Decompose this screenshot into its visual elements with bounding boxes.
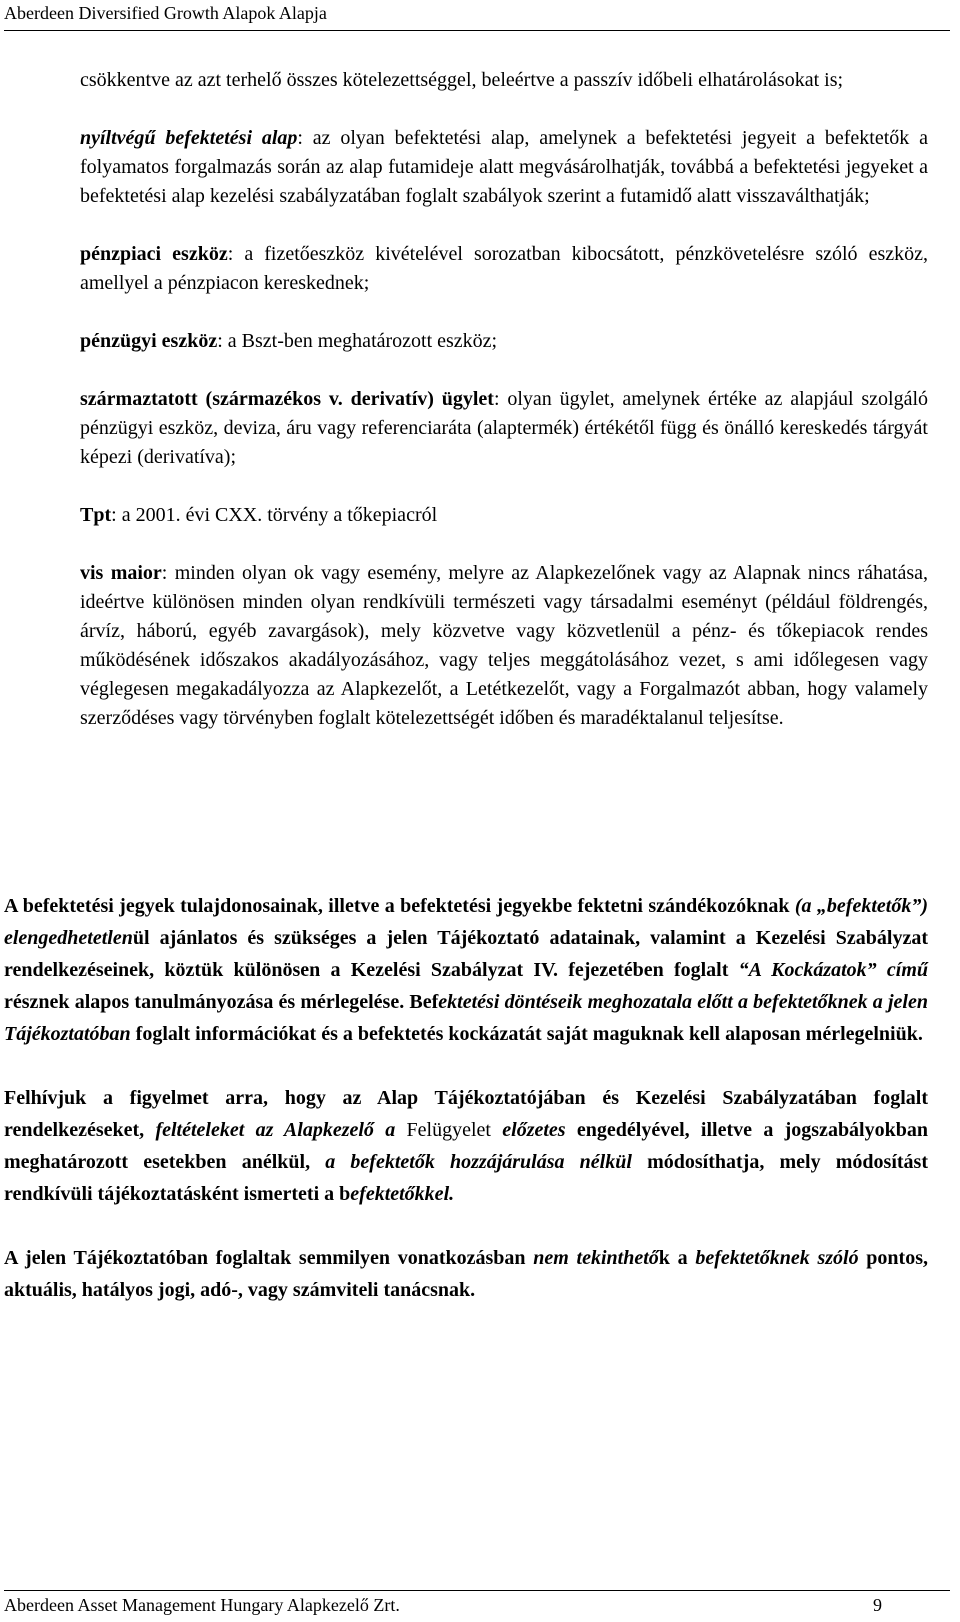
header-title: Aberdeen Diversified Growth Alapok Alapja (4, 3, 327, 23)
notice-text: pontos, aktuális, hatályos jogi, adó-, vagy számviteli tanácsnak. (4, 1247, 928, 1301)
page-number: 9 (873, 1595, 882, 1615)
notice-italic: ektetési döntéseik meghozatala előtt a befektetőknek a jelen Tájékoztatóban (4, 991, 928, 1045)
definitions-list (80, 66, 928, 762)
definition-separator: : (217, 330, 228, 352)
notice-text: foglalt információkat és a befektetés kockázatát saját maguknak kell alaposan mérlegelniük. (130, 1023, 923, 1045)
definition-term: származtatott (származékos v. derivatív) ügylet (80, 388, 494, 410)
definition-term: pénzpiaci eszköz (80, 243, 228, 265)
definition-item (80, 66, 928, 95)
notice-text: Felügyelet (395, 1119, 503, 1141)
definition-separator: : (297, 127, 313, 149)
definition-item (80, 501, 928, 530)
notice-italic: a befektetők hozzájárulása nélkül (325, 1151, 632, 1173)
investor-notice (4, 890, 928, 1338)
definition-item (80, 124, 928, 211)
definition-text: minden olyan ok vagy esemény, melyre az Alapkezelőnek vagy az Alapnak nincs ráhatása, ideértve különösen minden olyan rendkívüli természeti vagy társadalmi eseményt (például földrengés, árvíz, háború, egyéb zavargások), mely közvetve vagy közvetlenül a pénz- és tőkepiacok rendes működésének időszakos akadályozásához, vagy teljes meggátolásához vezet, s ami időlegesen vagy véglegesen megakadályozza az Alapkezelőt, a Letétkezelőt, vagy a Forgalmazót abban, hogy valamely szerződéses vagy törvényben foglalt kötelezettségét időben és maradéktalanul teljesítse. (80, 562, 928, 729)
definition-item (80, 385, 928, 472)
notice-italic: befektetőknek szóló (695, 1247, 859, 1269)
definition-separator: : (111, 504, 122, 526)
definition-text: a 2001. évi CXX. törvény a tőkepiacról (121, 504, 438, 526)
definition-term: nyíltvégű befektetési alap (80, 127, 298, 149)
definition-text: a fizetőeszköz kivételével sorozatban kibocsátott, pénzkövetelésre szóló eszköz, amellyel a pénzpiacon kereskednek; (80, 243, 929, 294)
notice-text: engedélyével, illetve a jogszabályokban meghatározott esetekben anélkül, (4, 1119, 928, 1173)
definition-term: Tpt (80, 504, 112, 526)
notice-italic: előzetes (502, 1119, 566, 1141)
notice-italic: nem tekinthető (533, 1247, 659, 1269)
notice-paragraph (4, 1082, 928, 1210)
page-header (4, 0, 950, 31)
definition-item (80, 327, 928, 356)
definition-text: csökkentve az azt terhelő összes kötelezettséggel, beleértve a passzív időbeli elhatárolásokat is; (80, 69, 844, 91)
notice-text: Felhívjuk a figyelmet arra, hogy az Alap Tájékoztatójában és Kezelési Szabályzatában foglalt rendelkezéseket, (4, 1087, 928, 1141)
notice-italic: (a „befektetők”) elengedhetetlen (4, 895, 928, 949)
definition-item (80, 240, 928, 298)
notice-italic: efektetőkkel. (350, 1183, 455, 1205)
notice-text: k a (658, 1247, 696, 1269)
notice-text: A jelen Tájékoztatóban foglaltak semmilyen vonatkozásban (4, 1247, 534, 1269)
definition-text: az olyan befektetési alap, amelynek a befektetési jegyeit a befektetők a folyamatos forgalmazás során az alap futamideje alatt megvásárolhatják, továbbá a befektetési jegyeket a befektetési alap kezelési szabályzatában foglalt szabályok szerint a futamidő alatt visszaválthatják; (80, 127, 928, 207)
page-footer (4, 1590, 950, 1621)
definition-text: a Bszt-ben meghatározott eszköz; (227, 330, 498, 352)
definition-item (80, 559, 928, 733)
notice-italic: “A Kockázatok” című (738, 959, 929, 981)
footer-company: Aberdeen Asset Management Hungary Alapkezelő Zrt. (4, 1595, 400, 1615)
notice-text: ül ajánlatos és szükséges a jelen Tájékoztató adatainak, valamint a Kezelési Szabályzat rendelkezéseinek, köztük különösen a Kezelési Szabályzat IV. fejezetében foglalt (4, 927, 928, 981)
definition-text: olyan ügylet, amelynek értéke az alapjául szolgáló pénzügyi eszköz, deviza, áru vagy referenciaráta (alaptermék) értékétől függ és önálló kereskedés tárgyát képezi (derivatíva); (80, 388, 928, 468)
notice-text: módosíthatja, mely módosítást rendkívüli tájékoztatásként ismerteti a b (4, 1151, 929, 1205)
definition-separator: : (227, 243, 245, 265)
definition-term: pénzügyi eszköz (80, 330, 218, 352)
notice-paragraph (4, 890, 928, 1050)
notice-text: A befektetési jegyek tulajdonosainak, illetve a befektetési jegyekbe fektetni szándékozóknak (4, 895, 795, 917)
notice-paragraph (4, 1242, 928, 1306)
definition-separator: : (161, 562, 175, 584)
definition-term: vis maior (80, 562, 162, 584)
notice-text: résznek alapos tanulmányozása és mérlegelése. Bef (4, 991, 439, 1013)
notice-italic: feltételeket az Alapkezelő a (155, 1119, 396, 1141)
definition-separator: : (493, 388, 508, 410)
